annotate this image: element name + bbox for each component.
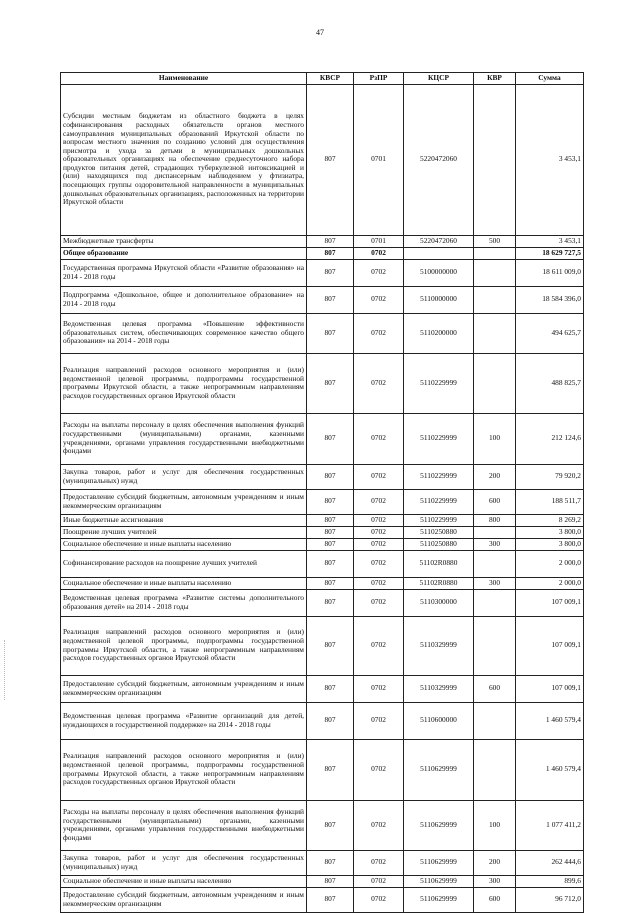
cell-kcsr: 5110229999 xyxy=(404,413,474,464)
cell-rzpr: 0702 xyxy=(354,850,404,875)
table-row xyxy=(61,464,584,489)
cell-kvsr: 807 xyxy=(307,875,354,887)
cell-sum: 96 712,0 xyxy=(516,887,584,912)
cell-name: Расходы на выплаты персоналу в целях обеспечения выполнения функций государственными (муниципальными) органами, казенными учреждениями, органами управления государственными внебюджетными фондами xyxy=(61,413,307,464)
cell-name: Государственная программа Иркутской области «Развитие образования» на 2014 - 2018 годы xyxy=(61,259,307,286)
cell-kcsr: 5110300000 xyxy=(404,589,474,616)
cell-sum: 79 920,2 xyxy=(516,464,584,489)
cell-rzpr: 0702 xyxy=(354,413,404,464)
table-row xyxy=(61,577,584,589)
cell-kvsr: 807 xyxy=(307,702,354,739)
header-rzpr: РзПР xyxy=(354,73,404,85)
cell-kcsr: 5110000000 xyxy=(404,286,474,313)
cell-sum: 8 269,2 xyxy=(516,514,584,526)
table-row xyxy=(61,589,584,616)
header-kvsr: КВСР xyxy=(307,73,354,85)
table-row xyxy=(61,538,584,550)
cell-rzpr: 0702 xyxy=(354,675,404,702)
cell-name: Софинансирование расходов на поощрение лучших учителей xyxy=(61,550,307,577)
cell-rzpr: 0702 xyxy=(354,577,404,589)
cell-kcsr: 5110229999 xyxy=(404,489,474,514)
cell-kvsr: 807 xyxy=(307,550,354,577)
table-row xyxy=(61,514,584,526)
cell-sum: 262 444,6 xyxy=(516,850,584,875)
cell-name: Ведомственная целевая программа «Развитие системы дополнительного образования детей» на 2014 - 2018 годы xyxy=(61,589,307,616)
cell-kvr: 500 xyxy=(474,235,516,247)
cell-kvsr: 807 xyxy=(307,514,354,526)
cell-sum: 2 000,0 xyxy=(516,577,584,589)
cell-kvsr: 807 xyxy=(307,84,354,235)
table-row xyxy=(61,739,584,800)
cell-kvsr: 807 xyxy=(307,526,354,538)
cell-kvr xyxy=(474,589,516,616)
cell-kvsr: 807 xyxy=(307,577,354,589)
cell-kvsr: 807 xyxy=(307,464,354,489)
cell-name: Предоставление субсидий бюджетным, автономным учреждениям и иным некоммерческим организациям xyxy=(61,489,307,514)
cell-sum: 18 611 009,0 xyxy=(516,259,584,286)
cell-kvr xyxy=(474,286,516,313)
cell-sum: 212 124,6 xyxy=(516,413,584,464)
cell-kvr: 300 xyxy=(474,538,516,550)
cell-kvr xyxy=(474,353,516,413)
cell-rzpr: 0702 xyxy=(354,538,404,550)
cell-rzpr: 0702 xyxy=(354,550,404,577)
cell-rzpr: 0702 xyxy=(354,887,404,912)
cell-kvr xyxy=(474,247,516,259)
cell-rzpr: 0702 xyxy=(354,514,404,526)
table-row xyxy=(61,353,584,413)
cell-sum: 3 800,0 xyxy=(516,538,584,550)
table-header-row xyxy=(61,73,584,85)
cell-name: Общее образование xyxy=(61,247,307,259)
table-row xyxy=(61,84,584,235)
cell-rzpr: 0701 xyxy=(354,235,404,247)
cell-kcsr: 5110200000 xyxy=(404,313,474,353)
cell-sum: 188 511,7 xyxy=(516,489,584,514)
cell-kvsr: 807 xyxy=(307,259,354,286)
cell-kvsr: 807 xyxy=(307,313,354,353)
cell-sum: 3 453,1 xyxy=(516,235,584,247)
cell-kvr xyxy=(474,739,516,800)
table-row xyxy=(61,413,584,464)
cell-kvr: 300 xyxy=(474,875,516,887)
cell-sum: 3 800,0 xyxy=(516,526,584,538)
cell-kcsr: 5110329999 xyxy=(404,616,474,675)
cell-kcsr: 5110250880 xyxy=(404,526,474,538)
header-sum: Сумма xyxy=(516,73,584,85)
cell-sum: 107 009,1 xyxy=(516,675,584,702)
cell-sum: 18 584 396,0 xyxy=(516,286,584,313)
header-kcsr: КЦСР xyxy=(404,73,474,85)
cell-rzpr: 0702 xyxy=(354,702,404,739)
cell-kvsr: 807 xyxy=(307,675,354,702)
cell-name: Реализация направлений расходов основного мероприятия и (или) ведомственной целевой программы, подпрограммы государственной программы Иркутской области, а также непрограммным направлениям расходов государственных органов Иркутской области xyxy=(61,616,307,675)
table-row xyxy=(61,489,584,514)
cell-kvr xyxy=(474,259,516,286)
header-name: Наименование xyxy=(61,73,307,85)
cell-kvsr: 807 xyxy=(307,616,354,675)
cell-kcsr: 5110629999 xyxy=(404,875,474,887)
table-row xyxy=(61,675,584,702)
cell-name: Ведомственная целевая программа «Повышение эффективности образовательных систем, обеспечивающих современное качество общего образования» на 2014 - 2018 годы xyxy=(61,313,307,353)
cell-name: Социальное обеспечение и иные выплаты населению xyxy=(61,538,307,550)
cell-name: Закупка товаров, работ и услуг для обеспечения государственных (муниципальных) нужд xyxy=(61,850,307,875)
cell-name: Социальное обеспечение и иные выплаты населению xyxy=(61,577,307,589)
cell-kvsr: 807 xyxy=(307,235,354,247)
cell-kvr xyxy=(474,616,516,675)
cell-kvsr: 807 xyxy=(307,413,354,464)
cell-sum: 3 453,1 xyxy=(516,84,584,235)
cell-kvsr: 807 xyxy=(307,286,354,313)
cell-kvr: 800 xyxy=(474,514,516,526)
cell-rzpr: 0702 xyxy=(354,286,404,313)
cell-name: Иные бюджетные ассигнования xyxy=(61,514,307,526)
cell-rzpr: 0702 xyxy=(354,489,404,514)
cell-kvsr: 807 xyxy=(307,850,354,875)
table-row xyxy=(61,616,584,675)
cell-kcsr: 5110629999 xyxy=(404,887,474,912)
cell-sum: 494 625,7 xyxy=(516,313,584,353)
cell-kcsr: 5110329999 xyxy=(404,675,474,702)
table-row xyxy=(61,259,584,286)
cell-name: Межбюджетные трансферты xyxy=(61,235,307,247)
cell-kcsr: 5100000000 xyxy=(404,259,474,286)
budget-table xyxy=(60,72,584,913)
table-row xyxy=(61,702,584,739)
cell-kcsr: 5110229999 xyxy=(404,514,474,526)
cell-sum: 1 460 579,4 xyxy=(516,702,584,739)
cell-kvr: 600 xyxy=(474,887,516,912)
cell-sum: 899,6 xyxy=(516,875,584,887)
cell-kvr: 600 xyxy=(474,675,516,702)
cell-rzpr: 0702 xyxy=(354,875,404,887)
page-number: 47 xyxy=(316,28,324,37)
cell-kcsr: 5110629999 xyxy=(404,739,474,800)
cell-name: Реализация направлений расходов основного мероприятия и (или) ведомственной целевой программы, подпрограммы государственной программы Иркутской области, а также непрограммным направлениям расходов государственных органов Иркутской области xyxy=(61,739,307,800)
cell-name: Предоставление субсидий бюджетным, автономным учреждениям и иным некоммерческим организациям xyxy=(61,675,307,702)
cell-name: Подпрограмма «Дошкольное, общее и дополнительное образование» на 2014 - 2018 годы xyxy=(61,286,307,313)
header-kvr: КВР xyxy=(474,73,516,85)
cell-rzpr: 0702 xyxy=(354,259,404,286)
cell-sum: 107 009,1 xyxy=(516,589,584,616)
cell-kcsr: 51102R0880 xyxy=(404,550,474,577)
cell-kvsr: 807 xyxy=(307,887,354,912)
cell-kcsr: 5110600000 xyxy=(404,702,474,739)
cell-kvsr: 807 xyxy=(307,538,354,550)
cell-rzpr: 0702 xyxy=(354,739,404,800)
cell-kvr xyxy=(474,84,516,235)
table-row xyxy=(61,850,584,875)
cell-kvsr: 807 xyxy=(307,739,354,800)
cell-kvr: 300 xyxy=(474,577,516,589)
cell-kvr: 100 xyxy=(474,413,516,464)
table-row xyxy=(61,235,584,247)
cell-sum: 107 009,1 xyxy=(516,616,584,675)
cell-name: Расходы на выплаты персоналу в целях обеспечения выполнения функций государственными (муниципальными) органами, казенными учреждениями, органами управления государственными внебюджетными фондами xyxy=(61,800,307,850)
cell-name: Поощрение лучших учителей xyxy=(61,526,307,538)
cell-kvr xyxy=(474,313,516,353)
table-row xyxy=(61,550,584,577)
table-row xyxy=(61,887,584,912)
table-row xyxy=(61,526,584,538)
table-row xyxy=(61,800,584,850)
cell-rzpr: 0702 xyxy=(354,247,404,259)
cell-kvsr: 807 xyxy=(307,489,354,514)
cell-rzpr: 0702 xyxy=(354,800,404,850)
cell-name: Реализация направлений расходов основного мероприятия и (или) ведомственной целевой программы, подпрограммы государственной программы Иркутской области, а также непрограммным направлениям расходов государственных органов Иркутской области xyxy=(61,353,307,413)
cell-sum: 18 629 727,5 xyxy=(516,247,584,259)
cell-kcsr: 5110250880 xyxy=(404,538,474,550)
cell-rzpr: 0701 xyxy=(354,84,404,235)
cell-kcsr xyxy=(404,247,474,259)
cell-rzpr: 0702 xyxy=(354,589,404,616)
cell-kvr xyxy=(474,550,516,577)
cell-kcsr: 5110629999 xyxy=(404,850,474,875)
cell-kcsr: 5110629999 xyxy=(404,800,474,850)
table-row xyxy=(61,875,584,887)
cell-kvr xyxy=(474,526,516,538)
cell-kvsr: 807 xyxy=(307,247,354,259)
cell-kcsr: 5110229999 xyxy=(404,464,474,489)
cell-kvr: 600 xyxy=(474,489,516,514)
cell-kcsr: 5110229999 xyxy=(404,353,474,413)
table-row xyxy=(61,247,584,259)
cell-kvr: 100 xyxy=(474,800,516,850)
table-row xyxy=(61,286,584,313)
cell-rzpr: 0702 xyxy=(354,464,404,489)
cell-sum: 1 077 411,2 xyxy=(516,800,584,850)
cell-kvr: 200 xyxy=(474,850,516,875)
cell-kvr xyxy=(474,702,516,739)
cell-name: Предоставление субсидий бюджетным, автономным учреждениям и иным некоммерческим организациям xyxy=(61,887,307,912)
cell-name: Субсидии местным бюджетам из областного бюджета в целях софинансирования расходных обязательств органов местного самоуправления муниципальных образований Иркутской области по вопросам местного значения по созданию условий для осуществления присмотра и ухода за детьми в муниципальных дошкольных образовательных организациях на обеспечение среднесуточного набора продуктов питания детей, страдающих туберкулезной интоксикацией и (или) находящихся под диспансерным наблюдением у фтизиатра, посещающих группы оздоровительной направленности в муниципальных дошкольных образовательных организациях, расположенных на территории Иркутской области xyxy=(61,84,307,235)
cell-sum: 488 825,7 xyxy=(516,353,584,413)
scan-margin-mark xyxy=(4,640,9,700)
cell-rzpr: 0702 xyxy=(354,353,404,413)
cell-rzpr: 0702 xyxy=(354,526,404,538)
cell-kvr: 200 xyxy=(474,464,516,489)
cell-name: Закупка товаров, работ и услуг для обеспечения государственных (муниципальных) нужд xyxy=(61,464,307,489)
cell-sum: 2 000,0 xyxy=(516,550,584,577)
cell-rzpr: 0702 xyxy=(354,313,404,353)
cell-sum: 1 460 579,4 xyxy=(516,739,584,800)
cell-rzpr: 0702 xyxy=(354,616,404,675)
cell-name: Социальное обеспечение и иные выплаты населению xyxy=(61,875,307,887)
cell-kvsr: 807 xyxy=(307,353,354,413)
table-row xyxy=(61,313,584,353)
cell-kvsr: 807 xyxy=(307,589,354,616)
cell-kcsr: 5220472060 xyxy=(404,235,474,247)
cell-kvsr: 807 xyxy=(307,800,354,850)
cell-kcsr: 51102R0880 xyxy=(404,577,474,589)
cell-name: Ведомственная целевая программа «Развитие организаций для детей, нуждающихся в государственной поддержке» на 2014 - 2018 годы xyxy=(61,702,307,739)
cell-kcsr: 5220472060 xyxy=(404,84,474,235)
